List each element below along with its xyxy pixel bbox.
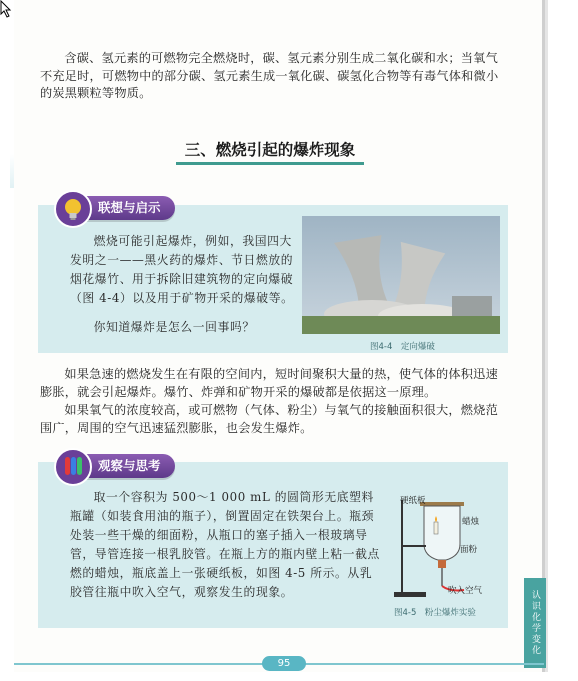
chapter-side-tab: 认识化学变化 [524,578,546,668]
page-number: 95 [262,656,306,671]
section-title: 三、燃烧引起的爆炸现象 [170,138,370,165]
test-tubes-icon [54,448,92,486]
lightbulb-icon [54,190,92,228]
label-blow-air: 吹入空气 [448,586,483,596]
association-question: 你知道爆炸是怎么一回事吗？ [93,320,255,334]
figure-4-5-caption: 图4-5 粉尘爆炸实验 [394,608,476,618]
observation-badge [60,454,175,478]
association-badge [60,196,175,220]
body-paragraph-1: 如果急速的燃烧发生在有限的空间内，短时间聚积大量的热，使气体的体积迅速膨胀，就会引起爆炸。爆竹、炸弹和矿物开采的爆破都是依据这一原理。 [40,367,498,399]
label-cardboard: 硬纸板 [400,496,426,506]
label-flour: 面粉 [460,545,478,555]
label-candle: 蜡烛 [462,517,480,527]
intro-paragraph: 含碳、氢元素的可燃物完全燃烧时，碳、氢元素分别生成二氧化碳和水；当氧气不充足时，可燃物中的部分碳、氢元素生成一氧化碳、碳氢化合物等有毒气体和微小的炭黑颗粒等物质。 [40,51,499,100]
directional-blasting-photo [302,216,500,334]
association-text: 燃烧可能引起爆炸，例如，我国四大发明之一——黑火药的爆炸、节日燃放的烟花爆竹、用于拆除旧建筑物的定向爆破（图 4-4）以及用于矿物开采的爆破等。 [70,234,294,305]
body-paragraph-2: 如果氧气的浓度较高，或可燃物（气体、粉尘）与氧气的接触面积很大，燃烧范围广，周围的空气迅速猛烈膨胀，也会发生爆炸。 [40,403,498,435]
observation-text: 取一个容积为 500～1 000 mL 的圆筒形无底塑料瓶罐（如装食用油的瓶子），倒置固定在铁架台上。瓶颈处装一些干燥的细面粉，从瓶口的塞子插入一根玻璃导管，导管连接一根乳胶管。在瓶上方的瓶内壁上粘一截点燃的蜡烛，瓶底盖上一张硬纸板，如图 4-5 所示。从乳胶管往瓶中吹入空气，观察发生的现象。 [70,490,380,599]
association-badge-label: 联想与启示 [98,200,161,215]
observation-badge-label: 观察与思考 [98,458,161,473]
figure-4-4-caption: 图4-4 定向爆破 [370,342,435,352]
